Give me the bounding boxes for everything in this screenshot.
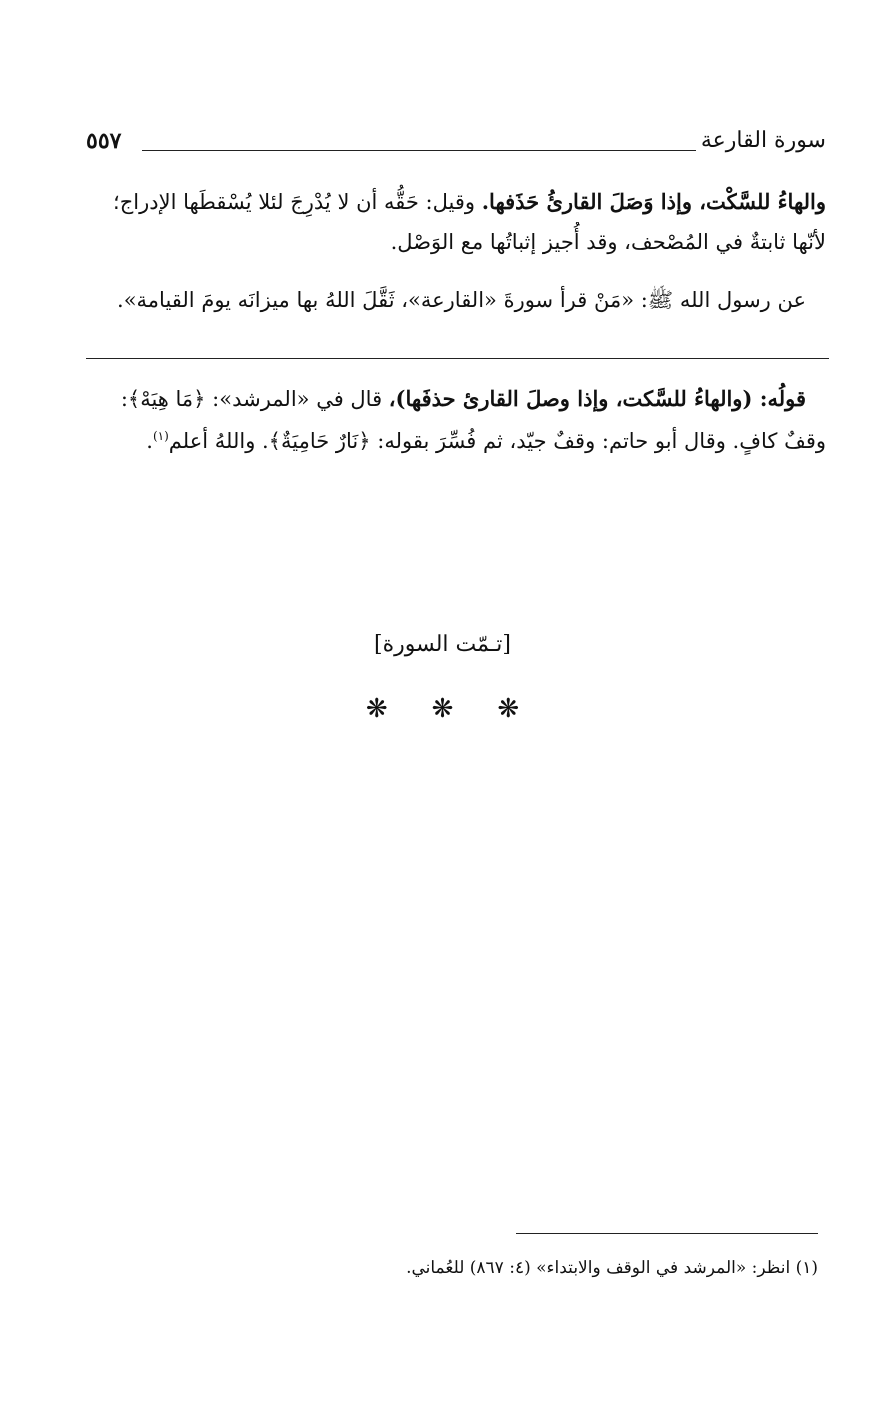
commentary-line-2-end: . — [146, 429, 153, 453]
main-line-1 — [86, 182, 826, 222]
main-text — [86, 182, 826, 320]
commentary-line-2 — [86, 420, 826, 462]
page-number: ٥٥٧ — [86, 128, 122, 154]
running-header — [86, 128, 826, 164]
commentary-line-2-text: وقفٌ كافٍ. وقال أبو حاتم: وقفٌ جيّد، ثم فُسِّرَ بقوله: ﴿نَارٌ حَامِيَةٌ﴾. واللهُ أعلم — [168, 429, 826, 453]
footnote-rule — [516, 1233, 818, 1234]
commentary — [86, 378, 826, 462]
main-line-1-bold: والهاءُ للسَّكْت، وإذا وَصَلَ القارئُ حَذَفها. — [481, 189, 826, 214]
section-divider — [86, 358, 829, 359]
commentary-line-1 — [86, 378, 826, 420]
header-rule — [142, 150, 696, 151]
surah-end-marker: [تـمّت السورة] — [373, 632, 511, 657]
main-line-1-rest: وقيل: حَقُّه أن لا يُدْرِجَ لئلا يُسْقطَها الإدراج؛ — [113, 190, 482, 214]
commentary-line-1-bold: قولُه: (والهاءُ للسَّكت، وإذا وصلَ القارئ حذفَها)، — [388, 386, 806, 411]
footnote: (١) انظر: «المرشد في الوقف والابتداء» (٤: ٨٦٧) للعُماني. — [406, 1258, 818, 1278]
commentary-line-1-rest: قال في «المرشد»: ﴿مَا هِيَهْ﴾: — [120, 387, 389, 411]
star-ornaments: ❋❋❋ — [365, 694, 564, 724]
running-title: سورة القارعة — [700, 128, 826, 153]
hadith-line: عن رسول الله ﷺ: «مَنْ قرأ سورةَ «القارعة»، ثَقَّلَ اللهُ بها ميزانَه يومَ القيامة». — [117, 288, 806, 312]
main-line-2: لأنّها ثابتةٌ في المُصْحف، وقد أُجيز إثباتُها مع الوَصْل. — [390, 230, 826, 254]
footnote-reference[interactable]: (١) — [152, 429, 169, 443]
